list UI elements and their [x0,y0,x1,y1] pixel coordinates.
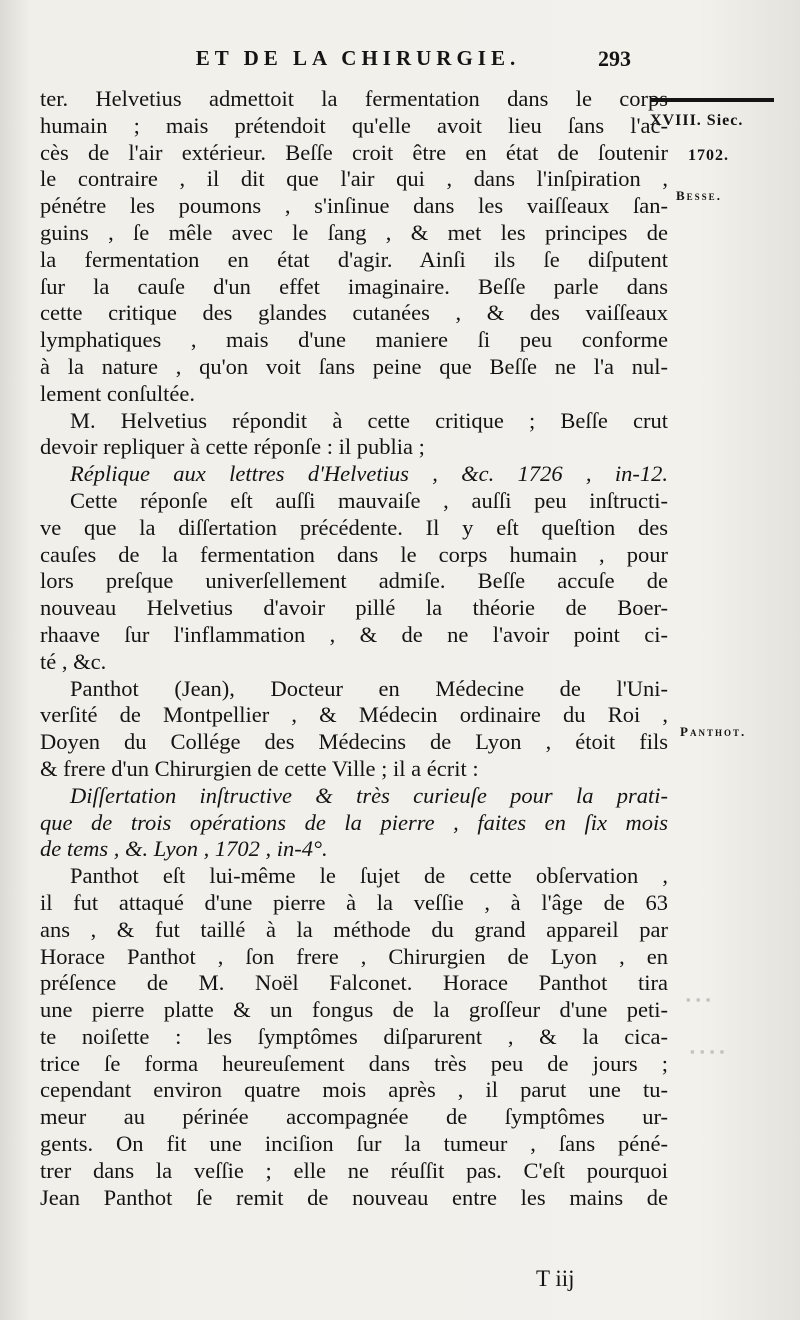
text-line: te noiſette : les ſymptômes diſparurent , & la cica- [40,1023,668,1049]
text-line: & frere d'un Chirurgien de cette Ville ; il a écrit : [40,755,479,781]
text-line: Horace Panthot , ſon frere , Chirurgien de Lyon , en [40,943,668,969]
text-line: nouveau Helvetius d'avoir pillé la théorie de Boer- [40,595,668,621]
text-line: trer dans la veſſie ; elle ne réuſſit pas. C'eſt pourquoi [40,1157,668,1183]
text-line: Cette réponſe eſt auſſi mauvaiſe , auſſi peu inſtructi- [70,487,668,513]
text-line: cès de l'air extérieur. Beſſe croit être en état de ſoutenir [40,139,668,165]
text-line: lymphatiques , mais d'une maniere ſi peu conforme [40,327,668,353]
text-line: Doyen du Collége des Médecins de Lyon , étoit fils [40,729,668,755]
show-through-mark: ▪ ▪ ▪ ▪ [690,1044,726,1059]
text-line: meur au périnée accompagnée de ſymptômes ur- [40,1104,668,1130]
text-line: cauſes de la fermentation dans le corps humain , pour [40,541,668,567]
text-line: Jean Panthot ſe remit de nouveau entre les mains de [40,1184,668,1210]
text-line: guins , ſe mêle avec le ſang , & met les principes de [40,219,668,245]
text-line: préſence de M. Noël Falconet. Horace Panthot tira [40,970,668,996]
text-line: il fut attaqué d'une pierre à la veſſie , à l'âge de 63 [40,889,668,915]
text-line: trice ſe forma heureuſement dans très peu de jours ; [40,1050,668,1076]
text-line: à la nature , qu'on voit ſans peine que Beſſe ne l'a nul- [40,353,668,379]
text-line: ans , & fut taillé à la méthode du grand appareil par [40,916,668,942]
margin-note-century: XVIII. Siec. [650,112,744,129]
text-line: lement conſultée. [40,380,195,406]
show-through-mark: ▪ ▪ ▪ [686,992,712,1007]
text-line: Panthot (Jean), Docteur en Médecine de l'Uni- [70,675,668,701]
page-number: 293 [598,46,631,71]
text-line: la fermentation en état d'agir. Ainſi ils ſe diſputent [40,246,668,272]
running-title: ET DE LA CHIRURGIE. [195,46,521,70]
text-line: devoir repliquer à cette réponſe : il publia ; [40,434,425,460]
text-line: verſité de Montpellier , & Médecin ordinaire du Roi , [40,702,668,728]
text-line: ſur la cauſe d'un effet imaginaire. Beſſe parle dans [40,273,668,299]
margin-note-year: 1702. [688,147,729,164]
margin-note-panthot: Panthot. [680,724,747,739]
text-line: Panthot eſt lui-même le ſujet de cette obſervation , [70,863,668,889]
text-line-italic: de tems , &. Lyon , 1702 , in-4°. [40,836,328,862]
text-line-italic: Réplique aux lettres d'Helvetius , &c. 1726 , in-12. [70,461,668,487]
text-line: le contraire , il dit que l'air qui , dans l'inſpiration , [40,166,668,192]
text-line: gents. On fit une inciſion ſur la tumeur , ſans péné- [40,1131,668,1157]
text-line: une pierre platte & un fongus de la groſſeur d'une peti- [40,997,668,1023]
text-line: ter. Helvetius admettoit la fermentation dans le corps [40,86,668,111]
text-line: M. Helvetius répondit à cette critique ; Beſſe crut [70,407,668,433]
text-line: pénétre les poumons , s'inſinue dans les vaiſſeaux ſan- [40,193,668,219]
text-line: té , &c. [40,648,107,674]
text-line: cette critique des glandes cutanées , & des vaiſſeaux [40,300,668,326]
body-text [40,86,668,1211]
text-line-italic: que de trois opérations de la pierre , faites en ſix mois [40,809,668,835]
text-line: lors preſque univerſellement admiſe. Beſſe accuſe de [40,568,668,594]
margin-rule [650,98,774,102]
margin-note-besse: Besse. [676,188,722,203]
text-line: rhaave ſur l'inflammation , & de ne l'avoir point ci- [40,621,668,647]
text-line: cependant environ quatre mois après , il parut une tu- [40,1077,668,1103]
text-line-italic: Diſſertation inſtructive & très curieuſe pour la prati- [70,782,668,808]
text-line: ve que la diſſertation précédente. Il y eſt queſtion des [40,514,668,540]
text-line: humain ; mais prétendoit qu'elle avoit lieu ſans l'ac- [40,112,668,138]
signature-mark: T iij [536,1266,575,1291]
